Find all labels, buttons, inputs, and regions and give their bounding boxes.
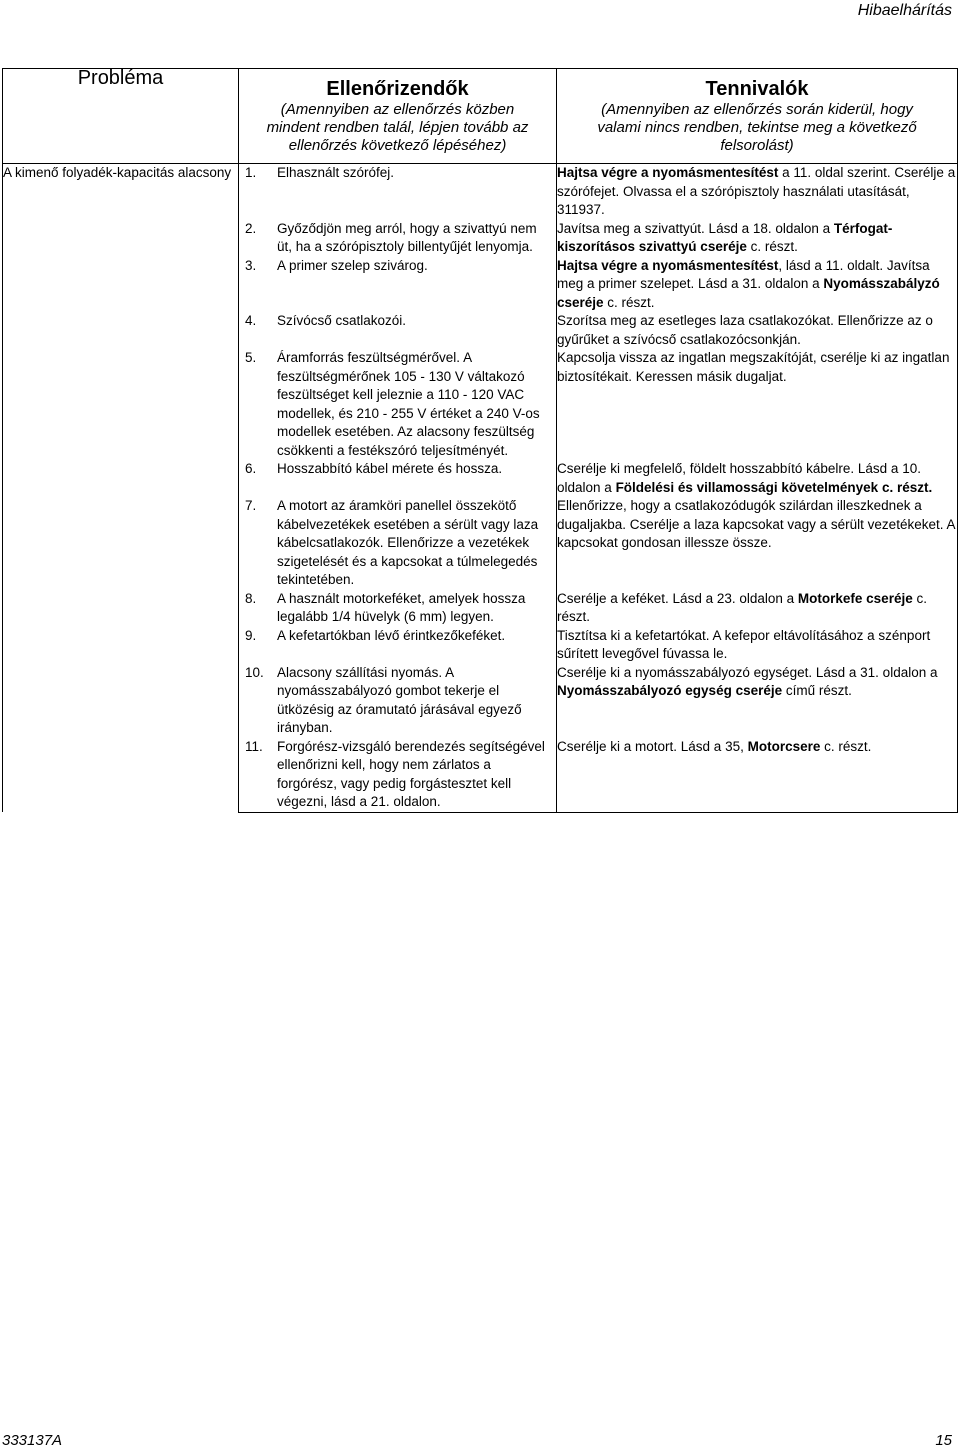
action-text: c. részt. (557, 590, 927, 624)
action-cell (557, 312, 958, 349)
table-row (3, 164, 958, 220)
check-text: Áramforrás feszültségmérővel. A feszültségmérőnek 105 - 130 V váltakozó feszültséget kell jeleznie a 110 - 120 VAC modellek, és 210 - 255 V értéket a 240 V-os modellek esetében. Az alacsony feszültség csökkenti a festékszóró teljesítményét. (277, 350, 540, 458)
action-text-bold: Nyomásszabályozó egység cseréje (557, 683, 783, 698)
action-text-bold: Nyomásszabályzó cseréje (557, 276, 940, 310)
header-actions-title: Tennivalók (705, 78, 809, 100)
action-text-bold: Motorcsere (747, 738, 821, 754)
check-cell (239, 220, 557, 257)
action-cell (557, 257, 958, 313)
header-checks-subtitle: (Amennyiben az ellenőrzés közben mindent rendben talál, lépjen tovább az ellenőrzés következő lépéséhez) (266, 101, 529, 154)
action-text: Kapcsolja vissza az ingatlan megszakítóját, cserélje ki az ingatlan biztosítékait. Keressen másik dugaljat. (557, 350, 950, 384)
check-text: A használt motorkeféket, amelyek hossza legalább 1/4 hüvelyk (6 mm) legyen. (277, 590, 526, 624)
action-cell (557, 627, 958, 664)
check-text: Forgórész-vizsgáló berendezés segítségével ellenőrizni kell, hogy nem zárlatos a forgórész, vagy pedig forgástesztet kell végezni, lásd a 21. oldalon. (277, 738, 545, 809)
check-cell (239, 590, 557, 627)
check-cell (239, 627, 557, 664)
check-cell (239, 664, 557, 738)
action-text: c. részt. (820, 738, 872, 754)
check-cell (239, 164, 557, 220)
check-cell (239, 312, 557, 349)
check-cell (239, 460, 557, 497)
header-checks (239, 69, 557, 164)
header-actions-subtitle: (Amennyiben az ellenőrzés során kiderül, hogy valami nincs rendben, tekintse meg a következő felsorolást) (597, 101, 917, 154)
check-cell (239, 349, 557, 460)
action-text-bold: Hajtsa végre a nyomásmentesítést (557, 257, 779, 273)
check-text: Hosszabbító kábel mérete és hossza. (277, 461, 503, 476)
action-text-bold: Hajtsa végre a nyomásmentesítést (557, 165, 779, 180)
action-text-bold: Motorkefe cseréje (797, 590, 913, 606)
action-text: című részt. (782, 683, 852, 698)
section-title: Hibaelhárítás (857, 2, 952, 19)
troubleshooting-table (2, 68, 958, 813)
check-number: 7. (245, 498, 257, 513)
check-text: Győződjön meg arról, hogy a szivattyú nem üt, ha a szórópisztoly billentyűjét lenyomja. (277, 220, 537, 254)
action-cell (557, 664, 958, 738)
action-cell (557, 590, 958, 627)
action-text: c. részt. (746, 239, 798, 254)
check-text: A motort az áramköri panellel összekötő kábelvezetékek esetében a sérült vagy laza kábelcsatlakozók. Ellenőrizze a vezetékek szigetelését és a kapcsokat a túlmelegedés tekintetében. (277, 498, 539, 587)
check-number: 8. (245, 590, 257, 606)
action-text: Ellenőrizze, hogy a csatlakozódugók szilárdan illeszkednek a dugaljakba. Cserélje a laza kapcsokat vagy a sérült vezetékeket. A kapcsokat gondosan illessze össze. (557, 498, 955, 550)
check-number: 11. (245, 738, 263, 754)
check-number: 4. (245, 313, 257, 328)
check-number: 5. (245, 350, 257, 365)
action-text-bold: Földelési és villamossági követelmények c. részt. (615, 479, 933, 495)
header-problem: Probléma (3, 69, 239, 164)
action-cell (557, 738, 958, 813)
page-number: 15 (935, 1432, 952, 1449)
check-number: 1. (245, 165, 257, 180)
action-text: c. részt. (603, 294, 655, 310)
check-number: 6. (245, 461, 257, 476)
action-text: Cserélje ki megfelelő, földelt hosszabbító kábelre. Lásd a 10. oldalon a (557, 461, 921, 495)
action-cell (557, 460, 958, 497)
document-number: 333137A (2, 1432, 63, 1449)
check-cell (239, 257, 557, 313)
check-number: 2. (245, 220, 257, 236)
check-text: Elhasznált szórófej. (277, 165, 395, 180)
check-number: 3. (245, 257, 257, 273)
action-text: Cserélje a keféket. Lásd a 23. oldalon a (557, 590, 798, 606)
action-text: Szorítsa meg az esetleges laza csatlakozókat. Ellenőrizze az o gyűrűket a szívócső csatlakozócsonkján. (557, 313, 933, 347)
action-text-bold: Térfogat-kiszorításos szivattyú cseréje (557, 220, 893, 254)
action-text: Tisztítsa ki a kefetartókat. A kefepor eltávolításához a szénport sűrített levegővel fúvassa le. (557, 627, 931, 661)
action-text: Cserélje ki a nyomásszabályozó egységet. Lásd a 31. oldalon a (557, 664, 938, 680)
action-cell (557, 497, 958, 590)
check-text: A primer szelep szivárog. (277, 257, 428, 273)
action-cell (557, 220, 958, 257)
check-text: Alacsony szállítási nyomás. A nyomásszabályozó gombot tekerje el ütközésig az óramutató járásával egyező irányban. (277, 664, 522, 735)
check-number: 10. (245, 664, 264, 680)
problem-cell: A kimenő folyadék-kapacitás alacsony (3, 164, 239, 813)
action-text: a 11. oldal szerint. Cserélje a szórófejet. Olvassa el a szórópisztoly használati utasítását, 311937. (557, 165, 956, 217)
check-number: 9. (245, 627, 257, 643)
header-checks-title: Ellenőrizendők (326, 78, 469, 100)
check-text: Szívócső csatlakozói. (277, 313, 407, 328)
action-cell (557, 164, 958, 220)
action-text: Javítsa meg a szivattyút. Lásd a 18. oldalon a (557, 220, 834, 236)
header-actions (557, 69, 958, 164)
action-cell (557, 349, 958, 460)
action-text: , lásd a 11. oldalt. Javítsa meg a primer szelepet. Lásd a 31. oldalon a (557, 257, 930, 291)
check-text: A kefetartókban lévő érintkezőkeféket. (277, 627, 506, 643)
check-cell (239, 497, 557, 590)
action-text: Cserélje ki a motort. Lásd a 35, (557, 738, 748, 754)
check-cell (239, 738, 557, 813)
